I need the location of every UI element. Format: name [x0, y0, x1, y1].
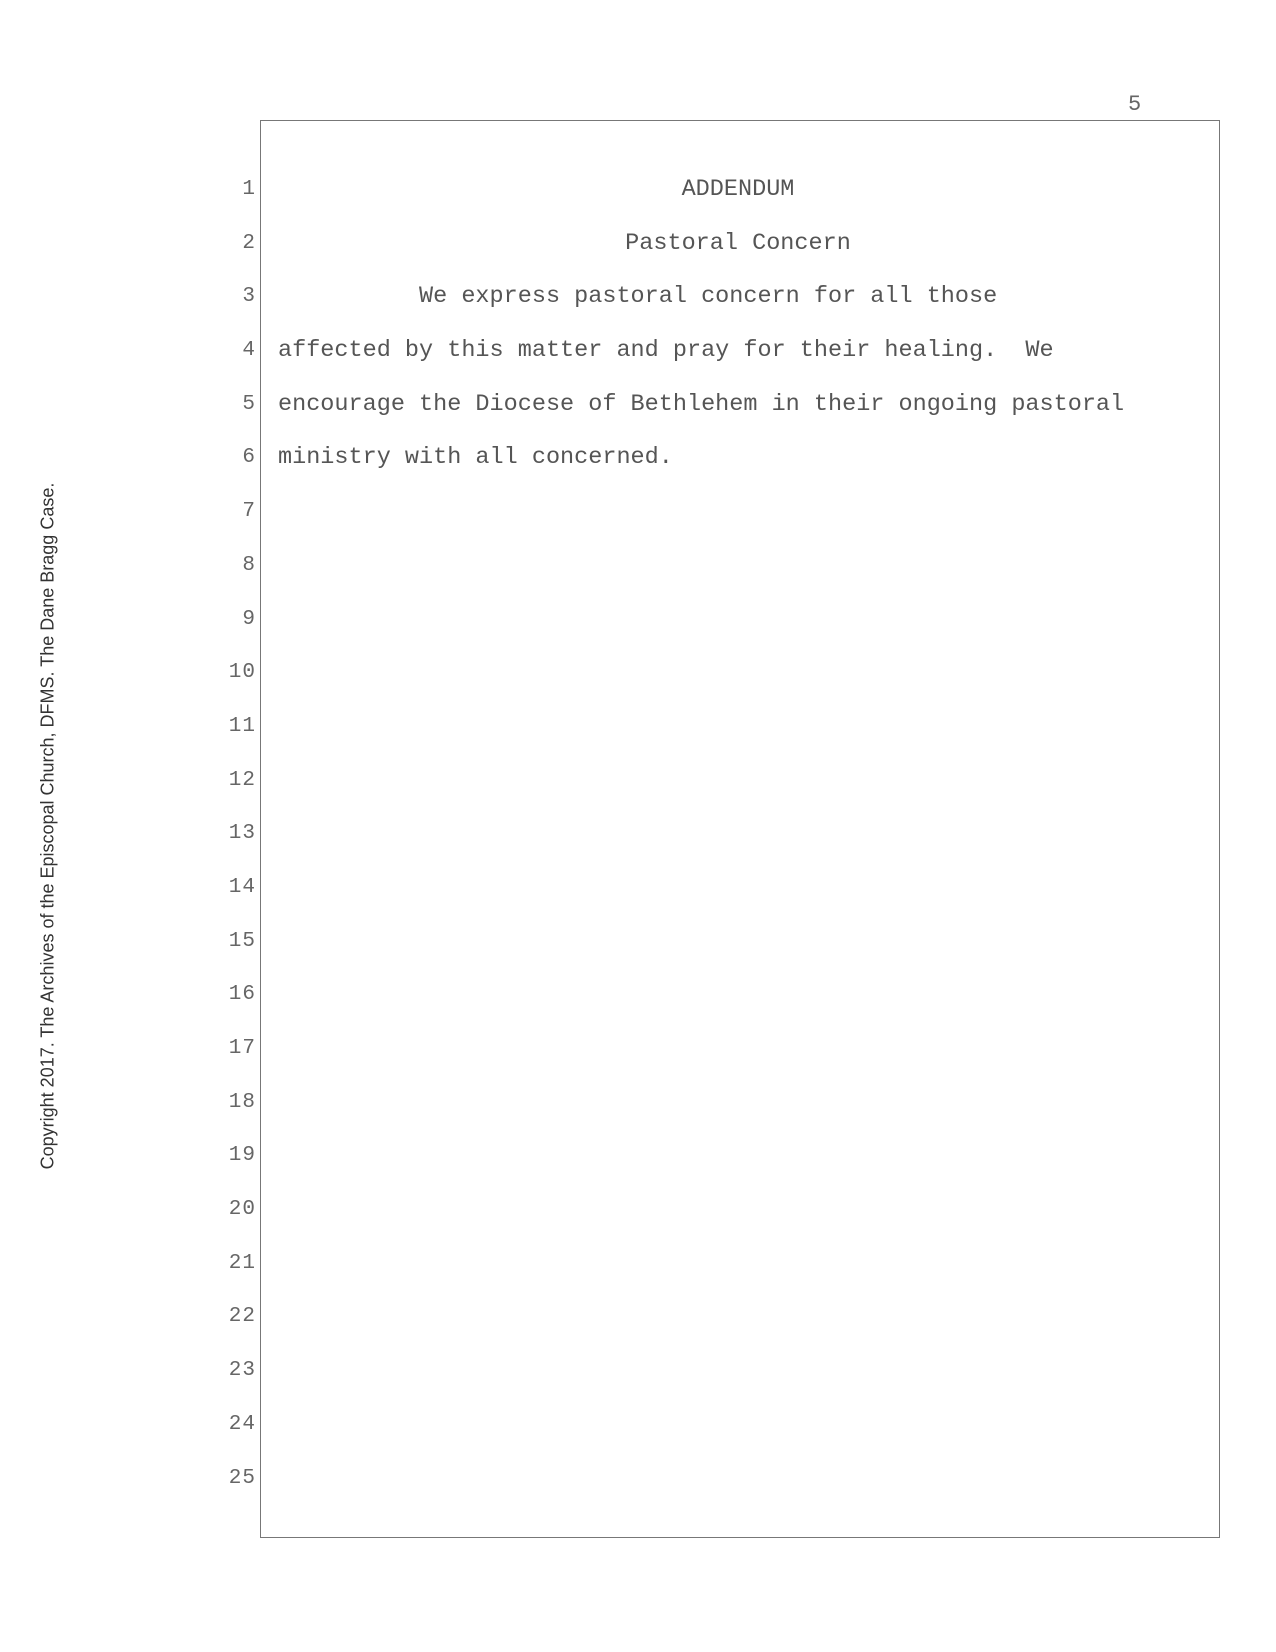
line-number-column: [200, 175, 256, 1517]
line-number: 7: [242, 500, 256, 524]
line-number: 14: [228, 875, 256, 899]
line-number: 18: [228, 1090, 256, 1114]
addendum-heading: ADDENDUM: [681, 176, 795, 203]
line-number: 15: [228, 929, 256, 953]
line-number: 25: [228, 1466, 256, 1490]
line-number: 17: [228, 1037, 256, 1060]
line-number-divider: [260, 175, 261, 1483]
body-text-line: affected by this matter and pray for their healing. We: [278, 337, 1054, 365]
section-subheading: Pastoral Concern: [625, 229, 851, 257]
line-number: 12: [228, 768, 256, 792]
line-number: 20: [228, 1198, 256, 1222]
line-number: 19: [228, 1144, 256, 1168]
line-number: 4: [242, 339, 256, 363]
line-number: 9: [242, 607, 256, 631]
line-number: 6: [242, 446, 256, 470]
copyright-notice: Copyright 2017. The Archives of the Episcopal Church, DFMS. The Dane Bragg Case.: [37, 482, 58, 1170]
line-number: 24: [228, 1412, 256, 1436]
line-number: 22: [228, 1305, 256, 1329]
line-number: 1: [242, 178, 256, 201]
line-number: 2: [242, 231, 256, 255]
page-number: 5: [1128, 92, 1142, 117]
line-number: 3: [242, 285, 256, 309]
line-number: 13: [228, 822, 256, 846]
line-number: 16: [228, 983, 256, 1007]
body-text-line: We express pastoral concern for all those: [278, 283, 998, 311]
line-number: 23: [228, 1359, 256, 1383]
line-number: 11: [228, 714, 256, 738]
line-number: 10: [228, 661, 256, 685]
body-text-line: encourage the Diocese of Bethlehem in their ongoing pastoral: [278, 390, 1125, 418]
body-text-line: ministry with all concerned.: [278, 444, 673, 472]
document-body: [278, 175, 1198, 497]
line-number: 8: [242, 553, 256, 577]
line-number: 5: [242, 392, 256, 416]
line-number: 21: [228, 1251, 256, 1275]
